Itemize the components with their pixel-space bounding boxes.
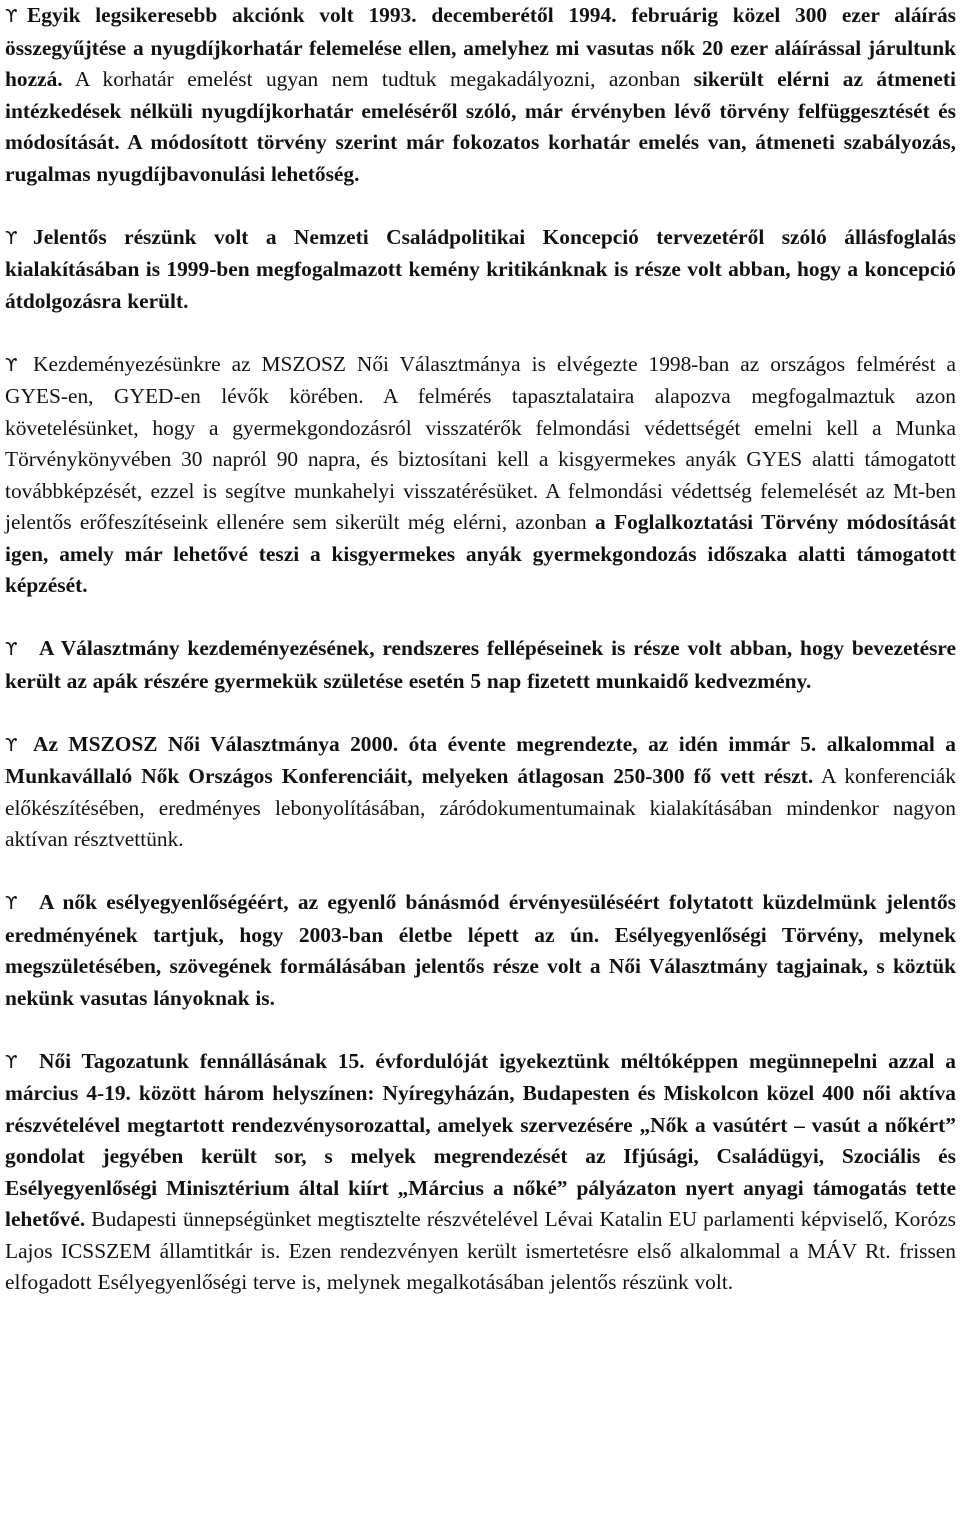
bullet-icon: ϒ [5,354,18,376]
paragraph-text-bold: Női Tagozatunk fennállásának 15. évfordulóját igyekeztünk méltóképpen megünnepelni azzal a március 4-19. között három helyszínen: Nyíregyházán, Budapesten és Miskolcon közel 400 női aktíva részvételével megtartott rendezvénysorozattal, amelyek szervezésére „Nők a vasútért – vasút a nőkért” gondolat jegyében került sor, s melyek megrendezését az Ifjúsági, Családügyi, Szociális és Esélyegyenlőségi Minisztérium által kiírt „Március a nőké” pályázaton nyert anyagi támogatás tette lehetővé. [5,1048,956,1231]
paragraph-text-bold: a Foglalkoztatási Törvény módosítását igen, amely már lehetővé teszi a kisgyermekes anyák gyermekgondozás időszaka alatti támogatott képzését. [5,510,956,597]
paragraph-text-bold: Jelentős részünk volt a Nemzeti Családpolitikai Koncepció tervezetéről szóló állásfoglalás kialakításában is 1999-ben megfogalmazott kemény kritikánknak is része volt abban, hogy a koncepció átdolgozásra került. [5,224,956,313]
paragraph-text-regular: Budapesti ünnepségünket megtisztelte részvételével Lévai Katalin EU parlamenti képviselő, Korózs Lajos ICSSZEM államtitkár is. Ezen rendezvényen került ismertetésre első alkalommal a MÁV Rt. frissen elfogadott Esélyegyenlőségi terve is, melynek megalkotásában jelentős részünk volt. [5,1207,956,1294]
bullet-icon: ϒ [5,6,18,27]
bullet-icon: ϒ [5,639,18,660]
paragraph-text-bold: sikerült elérni az átmeneti intézkedések nélküli nyugdíjkorhatár emeléséről szóló, már érvényben lévő törvény felfüggesztését és módosítását. A módosított törvény szerint már fokozatos korhatár emelés van, átmeneti szabályozás, rugalmas nyugdíjbavonulási lehetőség. [5,67,956,186]
paragraph-paternity-leave [5,633,956,697]
paragraph-anniversary-events [5,1046,956,1299]
paragraph-text-bold: Az MSZOSZ Női Választmánya 2000. óta évente megrendezte, az idén immár 5. alkalommal a Munkavállaló Nők Országos Konferenciáit, melyeken átlagosan 250-300 fő vett részt. [5,731,956,788]
bullet-icon: ϒ [5,227,18,249]
bullet-icon: ϒ [5,734,18,756]
paragraph-family-policy [5,222,956,318]
paragraph-text-regular: A korhatár emelést ugyan nem tudtuk megakadályozni, azonban [62,67,694,91]
paragraph-text-bold: A nők esélyegyenlőségéért, az egyenlő bánásmód érvényesüléséért folytatott küzdelmünk jelentős eredményének tartjuk, hogy 2003-ban életbe lépett az ún. Esélyegyenlőségi Törvény, melynek megszületésében, szövegének formálásában jelentős része volt a Női Választmány tagjainak, s köztük nekünk vasutas lányoknak is. [5,890,956,1010]
paragraph-text-regular: A konferenciák előkészítésében, eredményes lebonyolításában, záródokumentumainak kialakításában mindenkor nagyon aktívan résztvettünk. [5,764,956,851]
paragraph-signature-campaign [5,0,956,190]
bullet-icon: ϒ [5,1051,18,1073]
paragraph-equal-opportunity-law [5,887,956,1014]
paragraph-text-bold: A Választmány kezdeményezésének, rendszeres fellépéseinek is része volt abban, hogy bevezetésre került az apák részére gyermekük születése esetén 5 nap fizetett munkaidő kedvezmény. [5,636,956,693]
paragraph-text-regular: Kezdeményezésünkre az MSZOSZ Női Választmánya is elvégezte 1998-ban az országos felmérést a GYES-en, GYED-en lévők körében. [5,351,956,408]
bullet-icon: ϒ [5,893,18,914]
paragraph-gyes-survey [5,349,956,602]
paragraph-womens-conferences [5,729,956,856]
paragraph-text-bold: Egyik legsikeresebb akciónk volt 1993. decemberétől 1994. februárig közel 300 ezer aláírás összegyűjtése a nyugdíjkorhatár felemelése ellen, amelyhez mi vasutas nők 20 ezer aláírással járultunk hozzá. [5,3,956,91]
paragraph-text-regular: A felmérés tapasztalataira alapozva megfogalmaztuk azon követelésünket, hogy a gyermekgondozásról visszatérők felmondási védettségét emelni kell a Munka Törvénykönyvében 30 napról 90 napra, és biztosítani kell a kisgyermekes anyák GYES alatti támogatott továbbképzését, ezzel is segítve munkahelyi visszatérésüket. A felmondási védettség felemelését az Mt-ben jelentős erőfeszítéseink ellenére sem sikerült még elérni, azonban [5,384,956,534]
